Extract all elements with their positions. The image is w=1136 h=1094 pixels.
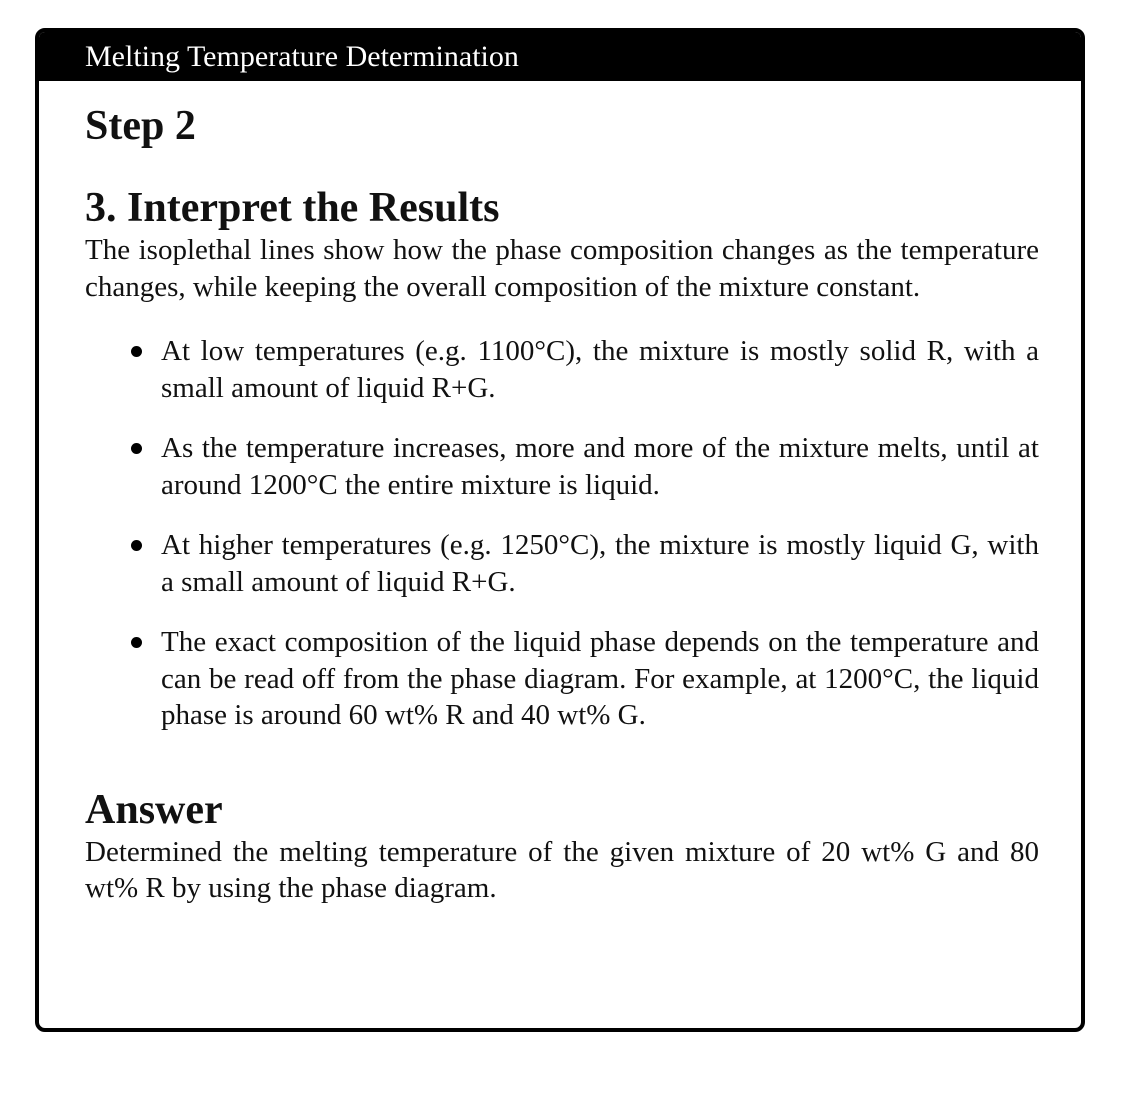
list-item (161, 333, 1039, 406)
step-title: Step 2 (85, 103, 196, 149)
bullet-icon (131, 637, 142, 648)
answer-paragraph: Determined the melting temperature of the given mixture of 20 wt% G and 80 wt% R by using the phase diagram. (85, 835, 1039, 904)
answer-title: Answer (85, 786, 223, 833)
box-header-title: Melting Temperature Determination (39, 32, 1081, 81)
list-item-text: As the temperature increases, more and more of the mixture melts, until at around 1200°C the entire mixture is liquid. (161, 432, 1039, 501)
list-item-text: The exact composition of the liquid phase depends on the temperature and can be read off from the phase diagram. For example, at 1200°C, the liquid phase is around 60 wt% R and 40 wt% G. (161, 626, 1039, 731)
list-item (161, 527, 1039, 600)
intro-paragraph: The isoplethal lines show how the phase composition changes as the temperature changes, while keeping the overall composition of the mixture constant. (85, 234, 1039, 303)
list-item-text: At low temperatures (e.g. 1100°C), the mixture is mostly solid R, with a small amount of liquid R+G. (161, 335, 1039, 404)
bullet-icon (131, 540, 142, 551)
list-item-text: At higher temperatures (e.g. 1250°C), the mixture is mostly liquid G, with a small amount of liquid R+G. (161, 529, 1039, 598)
section-title: 3. Interpret the Results (85, 185, 500, 231)
bullet-list (85, 333, 1039, 734)
bullet-icon (131, 443, 142, 454)
bullet-icon (131, 346, 142, 357)
box-content (85, 102, 1039, 907)
list-item (161, 624, 1039, 734)
solution-box (35, 28, 1085, 1032)
list-item (161, 430, 1039, 503)
